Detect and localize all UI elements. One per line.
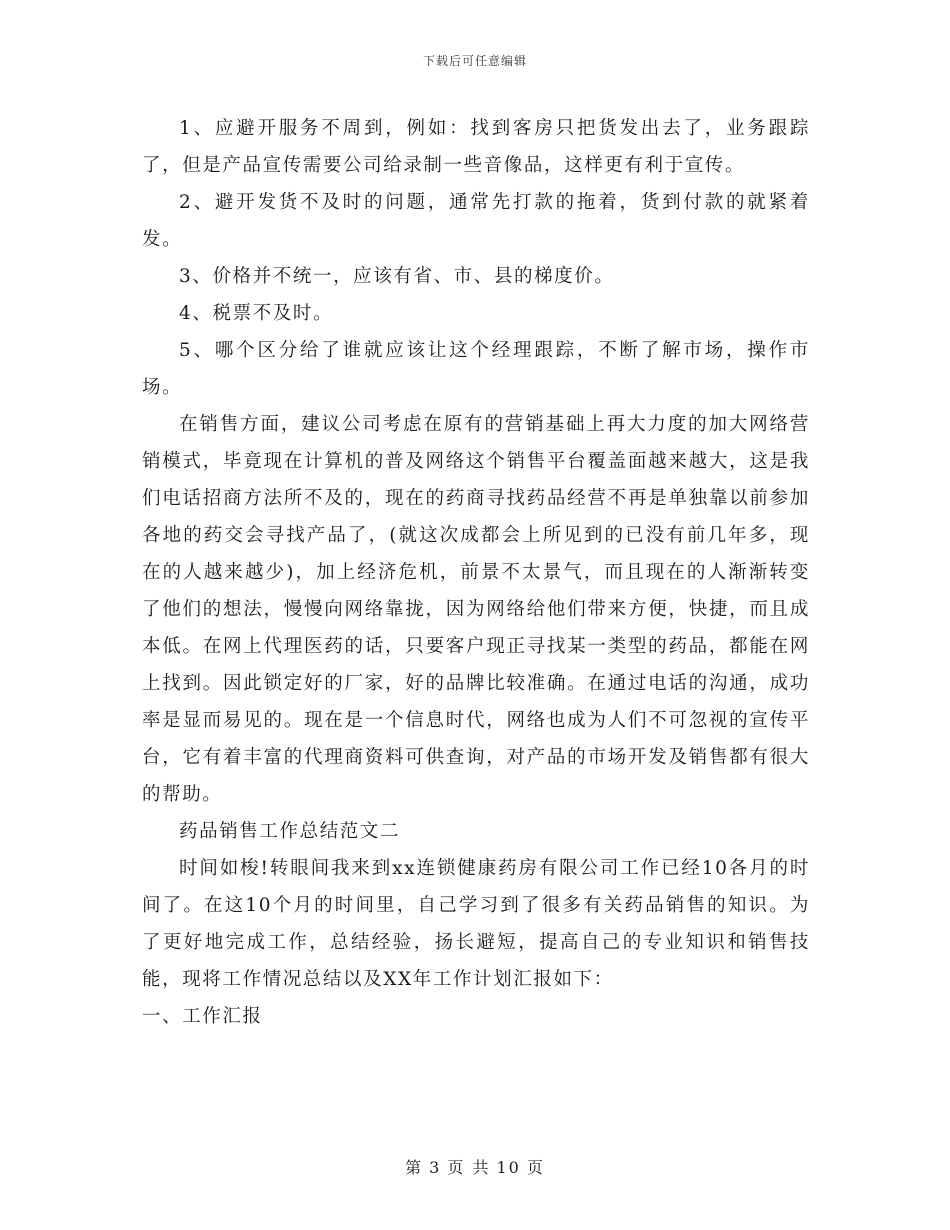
footer-prefix: 第 xyxy=(405,1158,424,1177)
paragraph-item-1: 1、应避开服务不周到，例如：找到客房只把货发出去了，业务跟踪了，但是产品宣传需要公司给录制一些音像品，这样更有利于宣传。 xyxy=(142,118,810,176)
section-heading-work-report: 一、工作汇报 xyxy=(142,1006,263,1027)
paragraph-item-3: 3、价格并不统一，应该有省、市、县的梯度价。 xyxy=(179,266,615,287)
paragraph-sales-suggestion: 在销售方面，建议公司考虑在原有的营销基础上再大力度的加大网络营销模式，毕竟现在计算机的普及网络这个销售平台覆盖面越来越大，这是我们电话招商方法所不及的，现在的药商寻找药品经营不再是单独靠以前参加各地的药交会寻找产品了，(就这次成都会上所见到的已没有前几年多，现在的人越来越少)，加上经济危机，前景不太景气，而且现在的人渐渐转变了他们的想法，慢慢向网络靠拢，因为网络给他们带来方便，快捷，而且成本低。在网上代理医药的话，只要客户现正寻找某一类型的药品，都能在网上找到。因此锁定好的厂家，好的品牌比较准确。在通过电话的沟通，成功率是显而易见的。现在是一个信息时代，网络也成为人们不可忽视的宣传平台，它有着丰富的代理商资料可供查询，对产品的市场开发及销售都有很大的帮助。 xyxy=(142,414,810,805)
section-title: 药品销售工作总结范文二 xyxy=(179,821,401,842)
footer-middle: 页 共 xyxy=(447,1158,491,1177)
paragraph-intro: 时间如梭!转眼间我来到xx连锁健康药房有限公司工作已经10各月的时间了。在这10个月的时间里，自己学习到了很多有关药品销售的知识。为了更好地完成工作，总结经验，扬长避短，提高自己的专业知识和销售技能，现将工作情况总结以及XX年工作计划汇报如下： xyxy=(142,858,810,990)
document-body xyxy=(142,110,810,1035)
paragraph-item-5: 5、哪个区分给了谁就应该让这个经理跟踪，不断了解市场，操作市场。 xyxy=(142,340,810,398)
paragraph-item-4: 4、税票不及时。 xyxy=(179,303,334,324)
page-number: 3 xyxy=(429,1158,442,1177)
page-header: 下载后可任意编辑 xyxy=(422,54,527,68)
total-pages: 10 xyxy=(496,1158,521,1177)
paragraph-item-2: 2、避开发货不及时的问题，通常先打款的拖着，货到付款的就紧着发。 xyxy=(142,192,810,250)
footer-suffix: 页 xyxy=(526,1158,545,1177)
page-footer xyxy=(0,1155,950,1178)
